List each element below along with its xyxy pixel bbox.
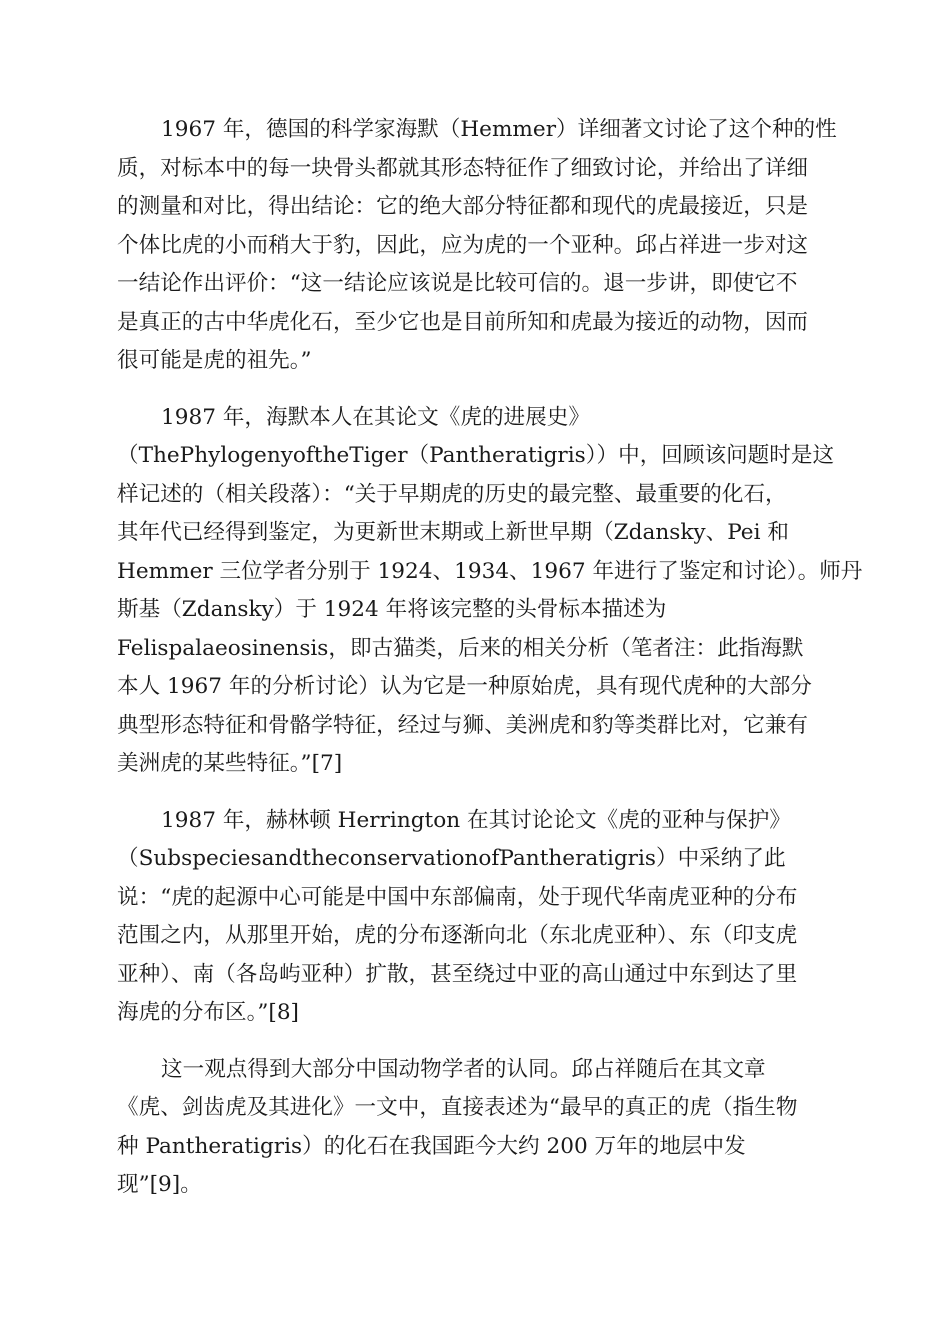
text-line: 这一观点得到大部分中国动物学者的认同。邱占祥随后在其文章: [161, 1056, 766, 1082]
text-line: 样记述的（相关段落）：“关于早期虎的历史的最完整、最重要的化石，: [117, 481, 787, 507]
text-line: 的测量和对比，得出结论：它的绝大部分特征都和现代的虎最接近，只是: [117, 194, 809, 219]
text-line: 美洲虎的某些特征。”[7]: [117, 751, 343, 776]
text-line: 种 Pantheratigris）的化石在我国距今大约 200 万年的地层中发: [117, 1133, 746, 1159]
text-line: 典型形态特征和骨骼学特征，经过与狮、美洲虎和豹等类群比对，它兼有: [117, 712, 809, 738]
text-line: Hemmer 三位学者分别于 1924、1934、1967 年进行了鉴定和讨论）。师丹: [117, 558, 863, 584]
document-body: [117, 111, 863, 1223]
text-line: 一结论作出评价：“这一结论应该说是比较可信的。退一步讲，即使它不: [117, 271, 798, 296]
paragraph-3: [117, 802, 833, 1033]
text-line: 是真正的古中华虎化石，至少它也是目前所知和虎最为接近的动物，因而: [117, 309, 809, 335]
text-line: 说：“虎的起源中心可能是中国中东部偏南，处于现代华南虎亚种的分布: [117, 884, 798, 910]
text-line: Felispalaeosinensis，即古猫类，后来的相关分析（笔者注：此指海默: [117, 635, 804, 661]
text-line: 1987 年，赫林顿 Herrington 在其讨论论文《虎的亚种与保护》: [161, 807, 791, 833]
text-line: 1967 年，德国的科学家海默（Hemmer）详细著文讨论了这个种的性: [161, 117, 837, 142]
text-line: 1987 年，海默本人在其论文《虎的进展史》: [161, 404, 590, 430]
text-line: 现”[9]。: [117, 1172, 202, 1197]
text-line: 《虎、剑齿虎及其进化》一文中，直接表述为“最早的真正的虎（指生物: [117, 1095, 798, 1120]
paragraph-2: [117, 399, 863, 784]
text-line: 其年代已经得到鉴定，为更新世末期或上新世早期（Zdansky、Pei 和: [117, 520, 789, 545]
text-line: 本人 1967 年的分析讨论）认为它是一种原始虎，具有现代虎种的大部分: [117, 674, 812, 699]
text-line: 个体比虎的小而稍大于豹，因此，应为虎的一个亚种。邱占祥进一步对这: [117, 232, 809, 258]
text-line: （SubspeciesandtheconservationofPantheratigris）中采纳了此: [117, 846, 786, 871]
text-line: 斯基（Zdansky）于 1924 年将该完整的头骨标本描述为: [117, 597, 667, 622]
text-line: 很可能是虎的祖先。”: [117, 348, 312, 373]
text-line: 质，对标本中的每一块骨头都就其形态特征作了细致讨论，并给出了详细: [117, 155, 809, 181]
text-line: 亚种）、南（各岛屿亚种）扩散，甚至绕过中亚的高山通过中东到达了里: [117, 961, 798, 987]
text-line: （ThePhylogenyoftheTiger（Pantheratigris））中，回顾该问题时是这: [117, 443, 835, 468]
text-line: 海虎的分布区。”[8]: [117, 1000, 299, 1025]
paragraph-1: [117, 111, 837, 381]
paragraph-4: [117, 1051, 833, 1205]
text-line: 范围之内，从那里开始，虎的分布逐渐向北（东北虎亚种）、东（印支虎: [117, 923, 798, 948]
